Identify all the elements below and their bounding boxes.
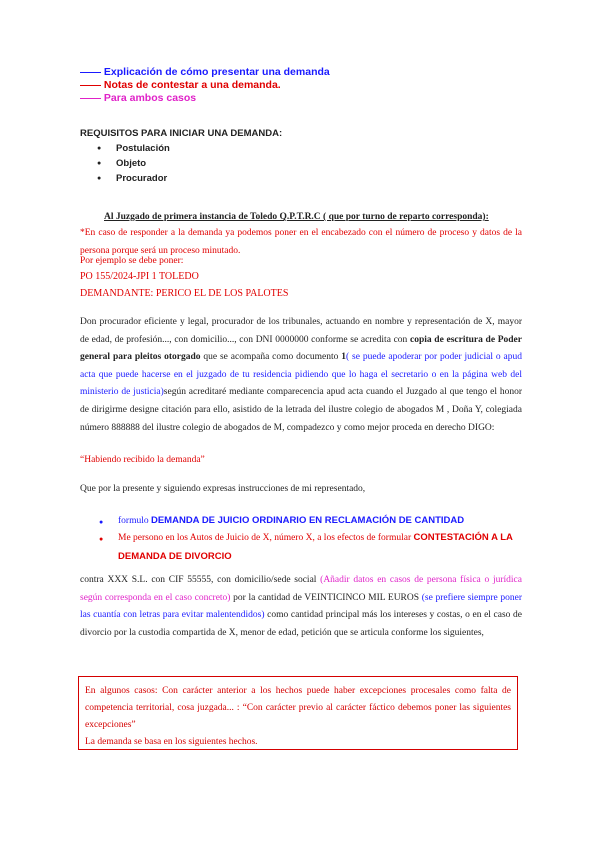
bullet-response-bold: CONTESTACIÓN A LA DEMANDA DE DIVORCIO [118, 532, 513, 562]
para1-text: Don procurador eficiente y legal, procurador de los tribunales, actuando en nombre y representación de X, mayor de edad, de profesión..., con domicilio..., con DNI 0000000 conforme se acredita con [80, 317, 522, 345]
plaintiff: DEMANDANTE: PERICO EL DE LOS PALOTES [80, 288, 289, 299]
para1-text2: que se acompaña como documento [200, 352, 342, 363]
list-item: ● Procurador [97, 171, 170, 186]
case-number: PO 155/2024-JPI 1 TOLEDO [80, 271, 199, 282]
para3-text: contra XXX S.L. con CIF 55555, con domicilio/sede social [80, 575, 321, 585]
legend-red: —— Notas de contestar a una demanda. [80, 79, 281, 91]
para1-note: ( se puede apoderar por poder judicial o apud acta que puede hacerse en el juzgado de tu residencia pidiendo que lo haga el secretario o en la página web del ministerio de justicia) [80, 352, 522, 398]
list-item: ● Objeto [97, 156, 170, 171]
paragraph-procurador [80, 314, 522, 437]
bullet-dot-blue: ● [99, 518, 104, 526]
bullet-claim [118, 512, 464, 531]
bullet-claim-bold: DEMANDA DE JUICIO ORDINARIO EN RECLAMACIÓN DE CANTIDAD [150, 515, 465, 526]
para1-docnum: 1 [341, 352, 346, 363]
requirements-list [97, 141, 170, 186]
legend [80, 66, 330, 105]
para3-text3: como cantidad principal más los intereses y costas, o en el caso de divorcio por la custodia compartida de X, menor de edad, petición que se articula conforme los siguientes, [80, 610, 523, 638]
court-heading: Al Juzgado de primera instancia de Toledo Q.P.T.R.C ( que por turno de reparto corresponda): [104, 212, 489, 222]
exceptions-box [78, 676, 518, 750]
bullet-dot-red: ● [99, 535, 104, 543]
bullet-response [118, 529, 518, 566]
para1-text3: según acreditaré mediante comparecencia apud acta cuando el Juzgado al que tengo el honor de dirigirme designe citación para ello, asistido de la letrada del ilustre colegio de abogados M , Doña Y, colegiada número 888888 del ilustre colegio de abogados de M, compadezco y como mejor proceda en derecho DIGO: [80, 387, 522, 433]
legend-pink: —— Para ambos casos [80, 92, 197, 104]
requirements-title: REQUISITOS PARA INICIAR UNA DEMANDA: [80, 128, 283, 139]
box-line1: En algunos casos: Con carácter anterior a los hechos puede haber excepciones procesales como falta de competencia territorial, cosa juzgada... : “Con carácter previo al carácter fáctico debemos poner las siguientes excepciones” [85, 686, 511, 730]
para3-pink-note: (Añadir datos en casos de persona física o jurídica según corresponda en el caso concreto) [80, 575, 522, 603]
bullet-response-text: Me persono en los Autos de Juicio de X, número X, a los efectos de formular [118, 533, 414, 543]
para1-bold: copia de escritura de Poder general para pleitos otorgado [80, 334, 522, 363]
received-note: “Habiendo recibido la demanda” [80, 455, 205, 465]
note-case: *En caso de responder a la demanda ya podemos poner en el encabezado con el número de proceso y datos de la persona porque será un proceso minutado. [80, 228, 522, 256]
example-label: Por ejemplo se debe poner: [80, 256, 184, 266]
bullet-claim-text: formulo [118, 516, 151, 526]
para3-blue-note: (se prefiere siempre poner las cuantía con letras para evitar malentendidos) [80, 592, 523, 621]
legend-blue: —— Explicación de cómo presentar una demanda [80, 66, 330, 78]
para3-text2: por la cantidad de VEINTICINCO MIL EUROS [230, 592, 422, 603]
paragraph-instructions: Que por la presente y siguiendo expresas instrucciones de mi representado, [80, 484, 366, 494]
list-item: ● Postulación [97, 141, 170, 156]
paragraph-against [80, 572, 522, 642]
box-line2: La demanda se basa en los siguientes hechos. [85, 737, 258, 747]
